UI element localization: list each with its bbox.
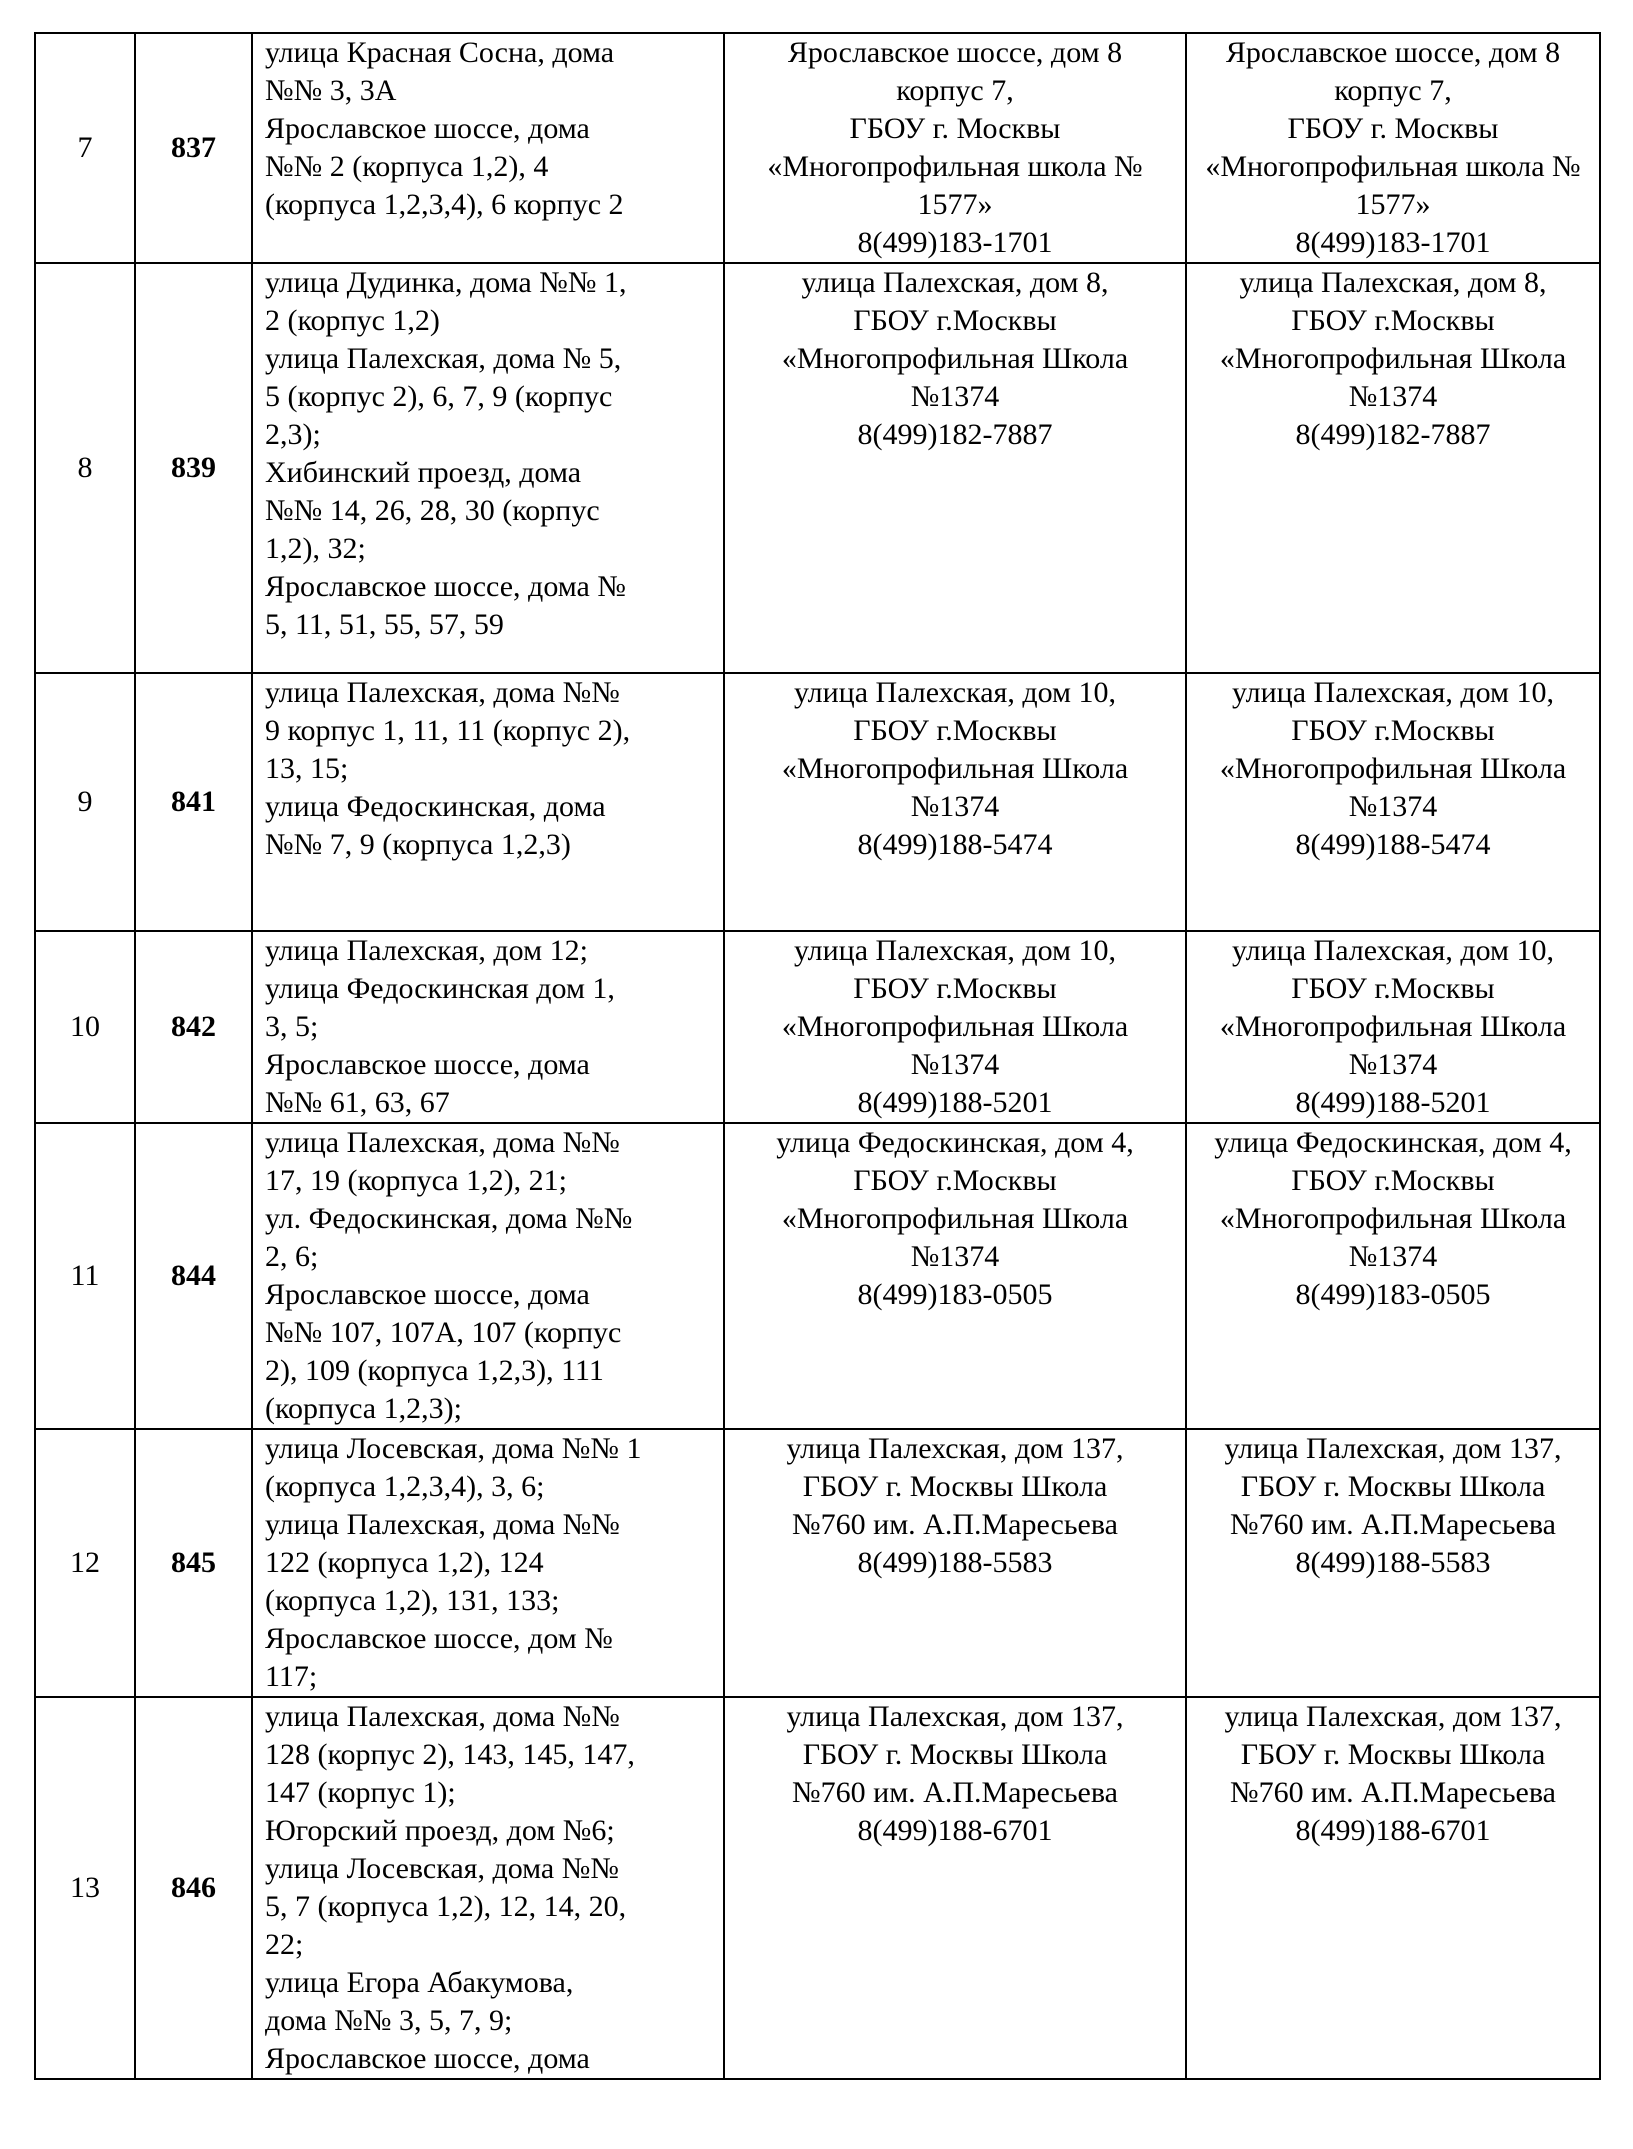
- district-addresses-line: Ярославское шоссе, дома: [265, 1048, 590, 1081]
- voting-location-line: ГБОУ г. Москвы: [1287, 112, 1499, 145]
- district-number: 837: [135, 33, 252, 263]
- district-addresses-line: ул. Федоскинская, дома №№: [265, 1202, 633, 1235]
- table-row: [35, 1697, 1600, 2079]
- district-addresses-line: дома №№ 3, 5, 7, 9;: [265, 2004, 513, 2037]
- row-number: 7: [35, 33, 135, 263]
- voting-location-line: ГБОУ г.Москвы: [1291, 304, 1495, 337]
- row-number: 12: [35, 1429, 135, 1697]
- commission-location-line: ГБОУ г. Москвы: [849, 112, 1061, 145]
- voting-location-line: «Многопрофильная Школа: [1219, 1202, 1567, 1235]
- district-addresses-line: №№ 107, 107А, 107 (корпус: [265, 1316, 622, 1349]
- commission-location-line: улица Палехская, дом 137,: [786, 1432, 1124, 1465]
- district-number: 842: [135, 931, 252, 1123]
- commission-location-line: ГБОУ г.Москвы: [853, 304, 1057, 337]
- district-addresses-line: улица Палехская, дома №№: [265, 1126, 620, 1159]
- commission-location-line: №1374: [910, 380, 1000, 413]
- district-addresses-line: улица Лосевская, дома №№: [265, 1852, 619, 1885]
- district-addresses-line: Хибинский проезд, дома: [265, 456, 582, 489]
- commission-location: [724, 1429, 1186, 1697]
- voting-location-line: «Многопрофильная Школа: [1219, 342, 1567, 375]
- district-addresses-line: (корпуса 1,2,3,4), 3, 6;: [265, 1470, 545, 1503]
- voting-location-line: «Многопрофильная Школа: [1219, 1010, 1567, 1043]
- commission-location-line: 8(499)188-6701: [857, 1814, 1053, 1847]
- table-row: [35, 263, 1600, 673]
- commission-location-line: ГБОУ г.Москвы: [853, 1164, 1057, 1197]
- district-addresses: [252, 1123, 724, 1429]
- commission-location-line: «Многопрофильная Школа: [781, 752, 1129, 785]
- district-addresses-line: 147 (корпус 1);: [265, 1776, 456, 1809]
- table-row: [35, 33, 1600, 263]
- district-addresses-line: улица Палехская, дом 12;: [265, 934, 588, 967]
- district-addresses-line: 3, 5;: [265, 1010, 319, 1043]
- commission-location: [724, 1123, 1186, 1429]
- voting-location-line: 1577»: [1355, 188, 1431, 221]
- district-addresses-line: улица Палехская, дома №№: [265, 676, 620, 709]
- commission-location: [724, 673, 1186, 931]
- table-row: [35, 673, 1600, 931]
- polling-districts-table: [34, 32, 1601, 2080]
- voting-location-line: ГБОУ г. Москвы Школа: [1240, 1738, 1546, 1771]
- table-row: [35, 1429, 1600, 1697]
- commission-location-line: №1374: [910, 1240, 1000, 1273]
- voting-location-line: 8(499)183-1701: [1295, 226, 1491, 259]
- voting-location-line: ГБОУ г.Москвы: [1291, 972, 1495, 1005]
- district-addresses-line: улица Палехская, дома №№: [265, 1700, 620, 1733]
- commission-location-line: ГБОУ г.Москвы: [853, 972, 1057, 1005]
- voting-location-line: корпус 7,: [1334, 74, 1452, 107]
- commission-location-line: №1374: [910, 790, 1000, 823]
- district-addresses: [252, 1697, 724, 2079]
- district-addresses-line: Ярославское шоссе, дома №: [265, 570, 626, 603]
- district-addresses-line: 5, 7 (корпуса 1,2), 12, 14, 20,: [265, 1890, 627, 1923]
- commission-location-line: №1374: [910, 1048, 1000, 1081]
- voting-location-line: улица Палехская, дом 137,: [1224, 1700, 1562, 1733]
- district-addresses-line: №№ 7, 9 (корпуса 1,2,3): [265, 828, 571, 861]
- row-number: 11: [35, 1123, 135, 1429]
- voting-location-line: ГБОУ г.Москвы: [1291, 1164, 1495, 1197]
- voting-location-line: №1374: [1348, 1240, 1438, 1273]
- district-addresses-line: Ярославское шоссе, дома: [265, 2042, 590, 2075]
- district-addresses-line: улица Егора Абакумова,: [265, 1966, 574, 1999]
- district-addresses-line: улица Федоскинская дом 1,: [265, 972, 615, 1005]
- district-addresses-line: улица Палехская, дома № 5,: [265, 342, 622, 375]
- voting-location-line: 8(499)183-0505: [1295, 1278, 1491, 1311]
- district-number: 841: [135, 673, 252, 931]
- commission-location-line: Ярославское шоссе, дом 8: [787, 36, 1123, 69]
- voting-location-line: улица Палехская, дом 10,: [1231, 676, 1555, 709]
- voting-location-line: «Многопрофильная школа №: [1205, 150, 1581, 183]
- commission-location-line: улица Палехская, дом 10,: [793, 934, 1117, 967]
- district-addresses-line: 117;: [265, 1660, 318, 1693]
- district-addresses-line: 5, 11, 51, 55, 57, 59: [265, 608, 504, 641]
- district-addresses-line: 9 корпус 1, 11, 11 (корпус 2),: [265, 714, 631, 747]
- district-addresses-line: Ярославское шоссе, дома: [265, 112, 590, 145]
- commission-location-line: корпус 7,: [896, 74, 1014, 107]
- district-addresses: [252, 673, 724, 931]
- commission-location-line: «Многопрофильная Школа: [781, 1202, 1129, 1235]
- voting-location-line: №760 им. А.П.Маресьева: [1230, 1776, 1556, 1809]
- voting-location-line: 8(499)188-6701: [1295, 1814, 1491, 1847]
- commission-location-line: 8(499)183-1701: [857, 226, 1053, 259]
- row-number: 13: [35, 1697, 135, 2079]
- district-addresses-line: №№ 14, 26, 28, 30 (корпус: [265, 494, 600, 527]
- commission-location-line: улица Палехская, дом 137,: [786, 1700, 1124, 1733]
- district-addresses-line: улица Палехская, дома №№: [265, 1508, 620, 1541]
- district-addresses-line: (корпуса 1,2,3,4), 6 корпус 2: [265, 188, 624, 221]
- district-addresses-line: №№ 3, 3А: [265, 74, 397, 107]
- district-addresses-line: 122 (корпуса 1,2), 124: [265, 1546, 544, 1579]
- district-addresses-line: 128 (корпус 2), 143, 145, 147,: [265, 1738, 635, 1771]
- voting-location-line: улица Палехская, дом 8,: [1239, 266, 1547, 299]
- table-body: [35, 33, 1600, 2079]
- voting-location-line: №1374: [1348, 790, 1438, 823]
- district-addresses-line: 2 (корпус 1,2): [265, 304, 440, 337]
- commission-location-line: ГБОУ г. Москвы Школа: [802, 1738, 1108, 1771]
- district-addresses: [252, 931, 724, 1123]
- commission-location-line: ГБОУ г.Москвы: [853, 714, 1057, 747]
- voting-location: [1186, 1697, 1600, 2079]
- voting-location: [1186, 931, 1600, 1123]
- district-addresses-line: 22;: [265, 1928, 304, 1961]
- commission-location-line: 1577»: [917, 188, 993, 221]
- voting-location-line: ГБОУ г. Москвы Школа: [1240, 1470, 1546, 1503]
- commission-location-line: «Многопрофильная школа №: [767, 150, 1143, 183]
- voting-location-line: 8(499)188-5201: [1295, 1086, 1491, 1119]
- district-addresses-line: улица Лосевская, дома №№ 1: [265, 1432, 642, 1465]
- district-addresses: [252, 33, 724, 263]
- commission-location-line: №760 им. А.П.Маресьева: [792, 1776, 1118, 1809]
- voting-location: [1186, 33, 1600, 263]
- voting-location-line: 8(499)188-5474: [1295, 828, 1491, 861]
- voting-location: [1186, 1123, 1600, 1429]
- table-row: [35, 1123, 1600, 1429]
- district-addresses: [252, 1429, 724, 1697]
- district-addresses-line: Ярославское шоссе, дома: [265, 1278, 590, 1311]
- district-addresses-line: 5 (корпус 2), 6, 7, 9 (корпус: [265, 380, 613, 413]
- voting-location: [1186, 263, 1600, 673]
- voting-location: [1186, 673, 1600, 931]
- voting-location-line: улица Федоскинская, дом 4,: [1214, 1126, 1572, 1159]
- commission-location: [724, 33, 1186, 263]
- voting-location-line: улица Палехская, дом 10,: [1231, 934, 1555, 967]
- voting-location-line: улица Палехская, дом 137,: [1224, 1432, 1562, 1465]
- commission-location-line: 8(499)188-5583: [857, 1546, 1053, 1579]
- commission-location-line: 8(499)188-5201: [857, 1086, 1053, 1119]
- commission-location: [724, 263, 1186, 673]
- commission-location-line: 8(499)183-0505: [857, 1278, 1053, 1311]
- district-addresses-line: (корпуса 1,2), 131, 133;: [265, 1584, 560, 1617]
- voting-location: [1186, 1429, 1600, 1697]
- district-addresses-line: №№ 61, 63, 67: [265, 1086, 450, 1119]
- commission-location: [724, 1697, 1186, 2079]
- voting-location-line: 8(499)188-5583: [1295, 1546, 1491, 1579]
- district-addresses-line: Ярославское шоссе, дом №: [265, 1622, 613, 1655]
- district-addresses-line: (корпуса 1,2,3);: [265, 1392, 462, 1425]
- district-addresses-line: 17, 19 (корпуса 1,2), 21;: [265, 1164, 567, 1197]
- district-addresses-line: 1,2), 32;: [265, 532, 366, 565]
- voting-location-line: ГБОУ г.Москвы: [1291, 714, 1495, 747]
- voting-location-line: №1374: [1348, 380, 1438, 413]
- district-addresses-line: Югорский проезд, дом №6;: [265, 1814, 615, 1847]
- commission-location-line: «Многопрофильная Школа: [781, 1010, 1129, 1043]
- voting-location-line: 8(499)182-7887: [1295, 418, 1491, 451]
- district-addresses-line: 13, 15;: [265, 752, 349, 785]
- row-number: 10: [35, 931, 135, 1123]
- district-addresses-line: улица Дудинка, дома №№ 1,: [265, 266, 627, 299]
- table-row: [35, 931, 1600, 1123]
- district-addresses-line: №№ 2 (корпуса 1,2), 4: [265, 150, 549, 183]
- district-addresses-line: 2,3);: [265, 418, 321, 451]
- district-number: 844: [135, 1123, 252, 1429]
- district-addresses-line: 2), 109 (корпуса 1,2,3), 111: [265, 1354, 604, 1387]
- commission-location: [724, 931, 1186, 1123]
- commission-location-line: улица Палехская, дом 10,: [793, 676, 1117, 709]
- district-addresses-line: улица Федоскинская, дома: [265, 790, 606, 823]
- voting-location-line: №1374: [1348, 1048, 1438, 1081]
- district-addresses-line: 2, 6;: [265, 1240, 319, 1273]
- voting-location-line: «Многопрофильная Школа: [1219, 752, 1567, 785]
- commission-location-line: улица Палехская, дом 8,: [801, 266, 1109, 299]
- district-addresses-line: улица Красная Сосна, дома: [265, 36, 615, 69]
- voting-location-line: №760 им. А.П.Маресьева: [1230, 1508, 1556, 1541]
- commission-location-line: «Многопрофильная Школа: [781, 342, 1129, 375]
- voting-location-line: Ярославское шоссе, дом 8: [1225, 36, 1561, 69]
- commission-location-line: 8(499)182-7887: [857, 418, 1053, 451]
- district-number: 845: [135, 1429, 252, 1697]
- commission-location-line: улица Федоскинская, дом 4,: [776, 1126, 1134, 1159]
- district-number: 839: [135, 263, 252, 673]
- district-addresses: [252, 263, 724, 673]
- commission-location-line: ГБОУ г. Москвы Школа: [802, 1470, 1108, 1503]
- commission-location-line: №760 им. А.П.Маресьева: [792, 1508, 1118, 1541]
- row-number: 9: [35, 673, 135, 931]
- commission-location-line: 8(499)188-5474: [857, 828, 1053, 861]
- row-number: 8: [35, 263, 135, 673]
- district-number: 846: [135, 1697, 252, 2079]
